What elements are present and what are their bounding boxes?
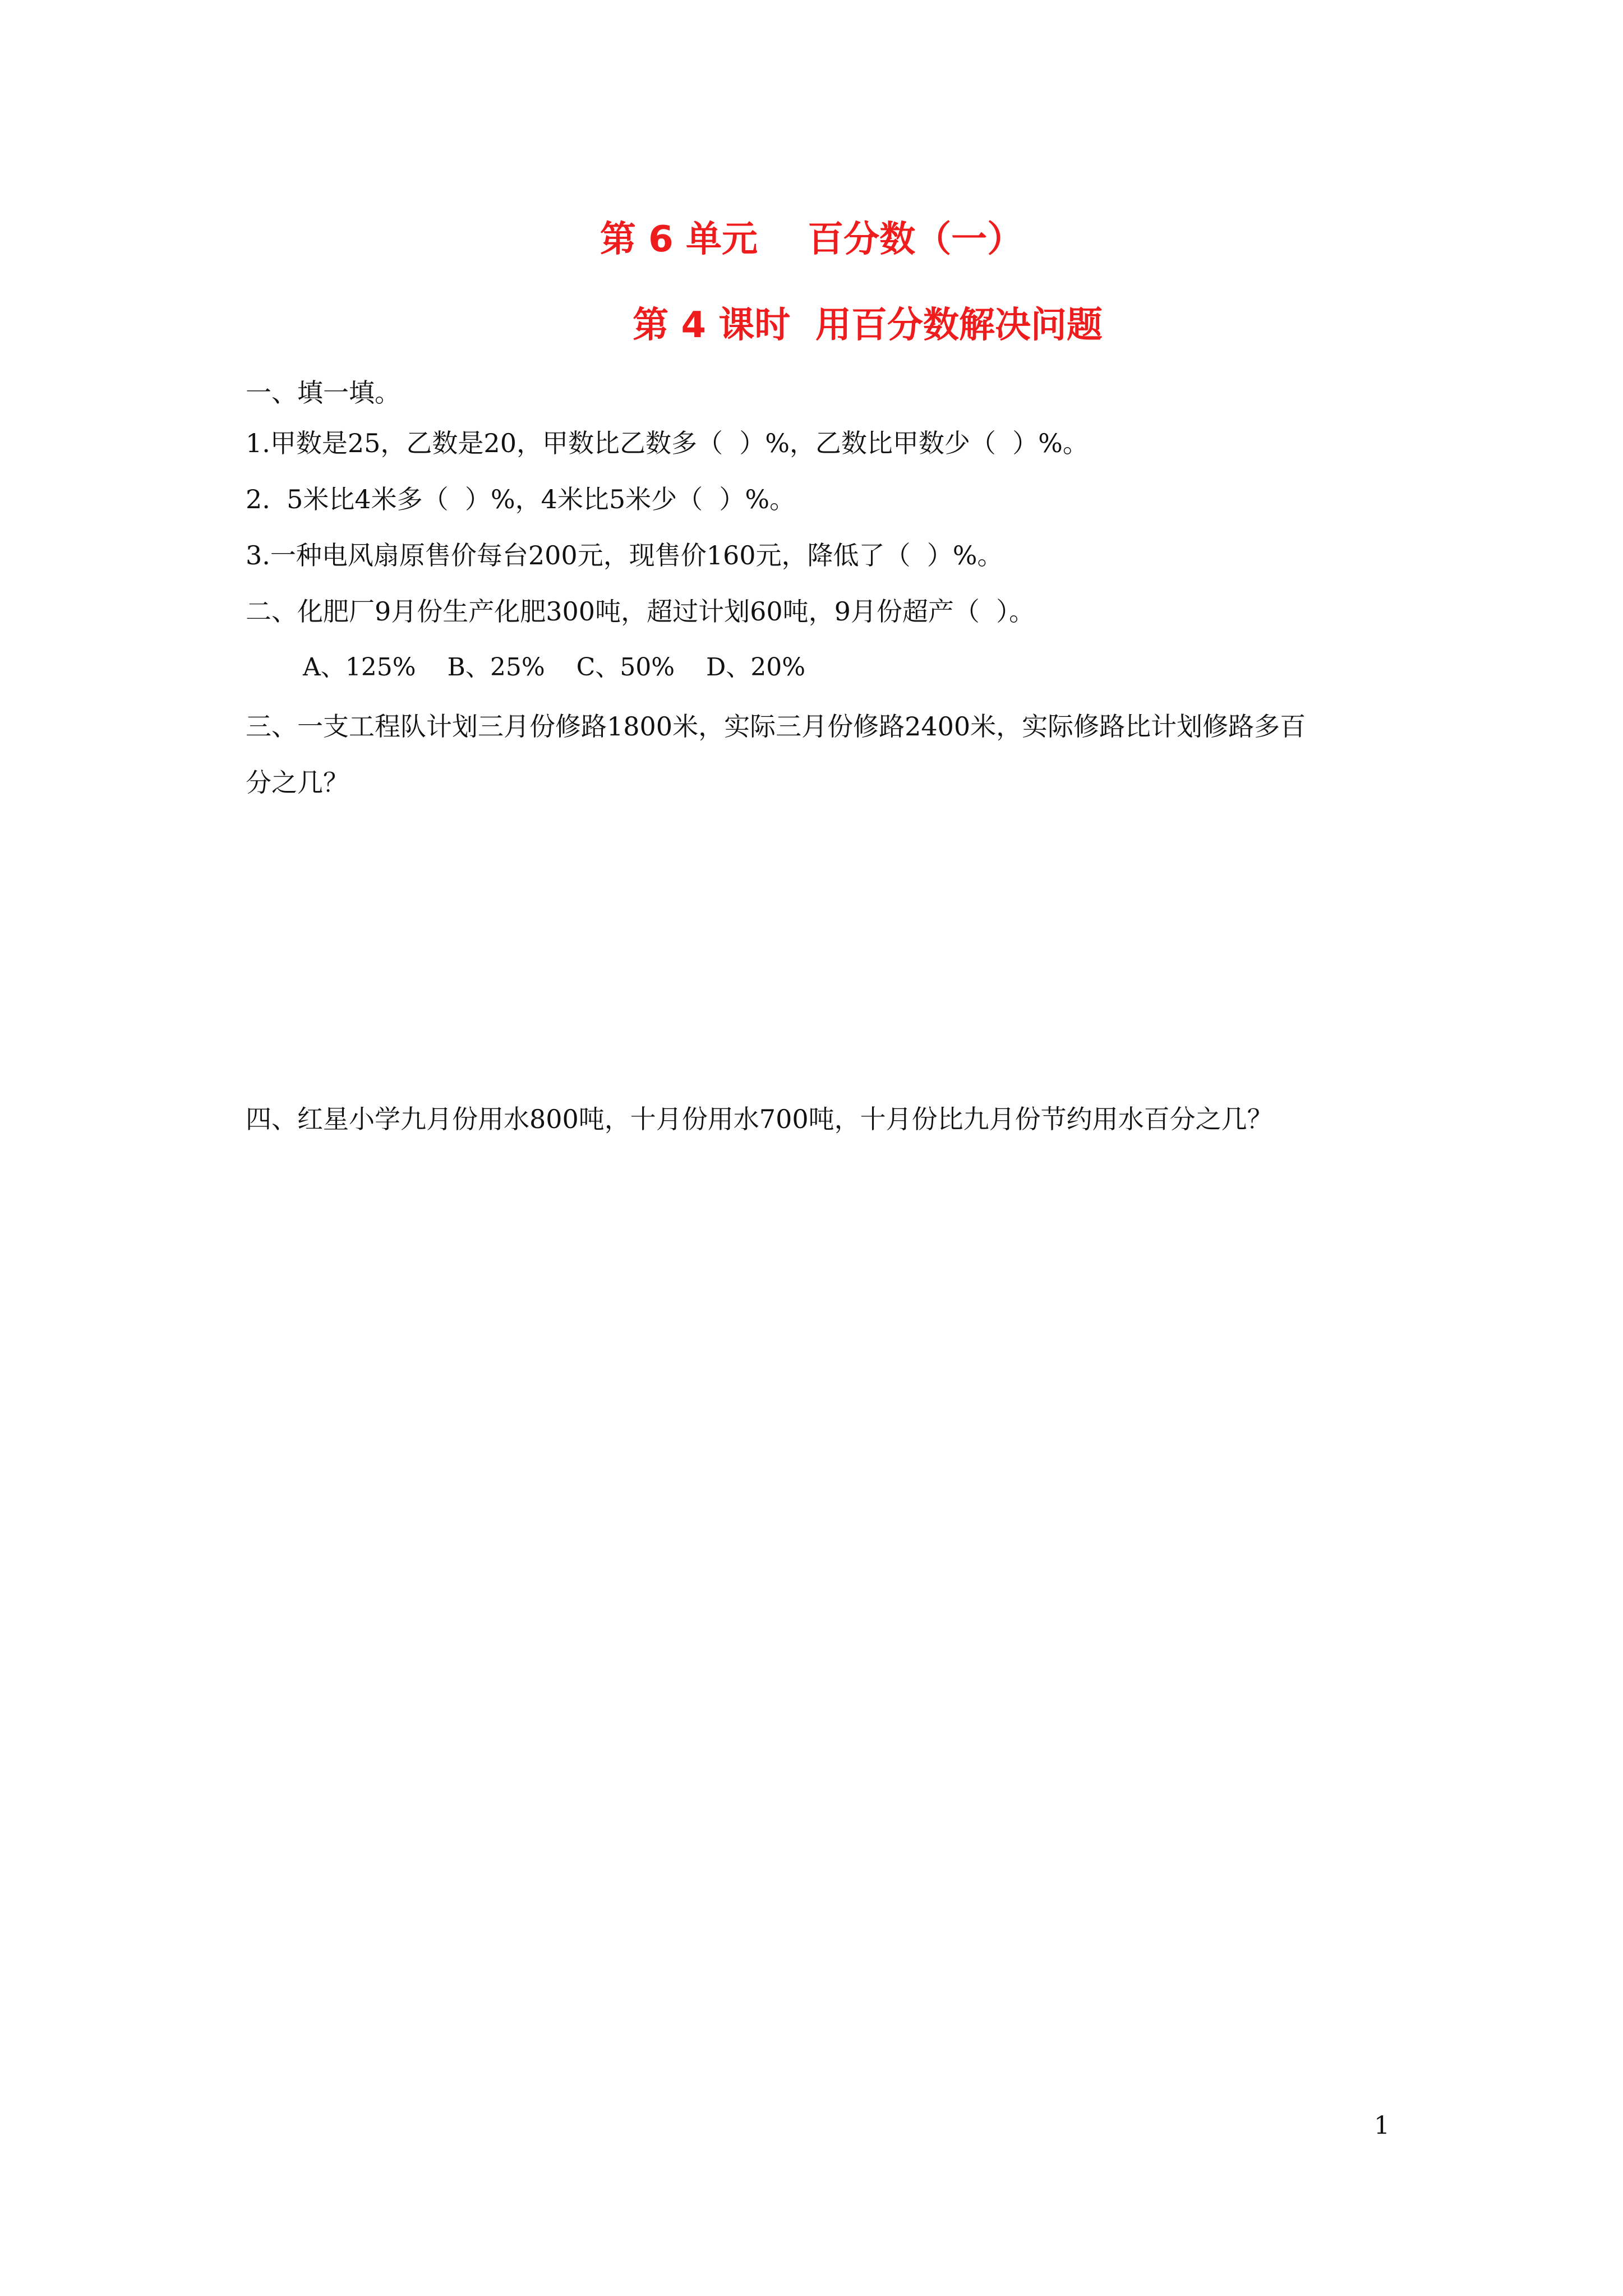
- page-number: 1: [1374, 2111, 1390, 2140]
- section-4-question: 四、红星小学九月份用水800吨，十月份用水700吨，十月份比九月份节约用水百分之几？: [246, 1104, 1273, 1134]
- section-3-question-line-2: 分之几？: [246, 767, 349, 798]
- question-1-1: 1.甲数是25，乙数是20，甲数比乙数多（ ）%，乙数比甲数少（ ）%。: [246, 428, 1089, 458]
- question-1-2: 2. 5米比4米多（ ）%，4米比5米少（ ）%。: [246, 484, 796, 514]
- section-1-heading: 一、填一填。: [246, 378, 400, 408]
- lesson-title: 第 4 课时 用百分数解决问题: [633, 305, 1103, 346]
- unit-title: 第 6 单元 百分数（一）: [600, 219, 1023, 260]
- section-2-options: A、125% B、25% C、50% D、20%: [303, 653, 806, 682]
- section-2-question: 二、化肥厂9月份生产化肥300吨，超过计划60吨，9月份超产（ ）。: [246, 596, 1035, 627]
- question-1-3: 3.一种电风扇原售价每台200元，现售价160元，降低了（ ）%。: [246, 540, 1003, 570]
- section-3-question-line-1: 三、一支工程队计划三月份修路1800米，实际三月份修路2400米，实际修路比计划修路多百: [246, 711, 1306, 742]
